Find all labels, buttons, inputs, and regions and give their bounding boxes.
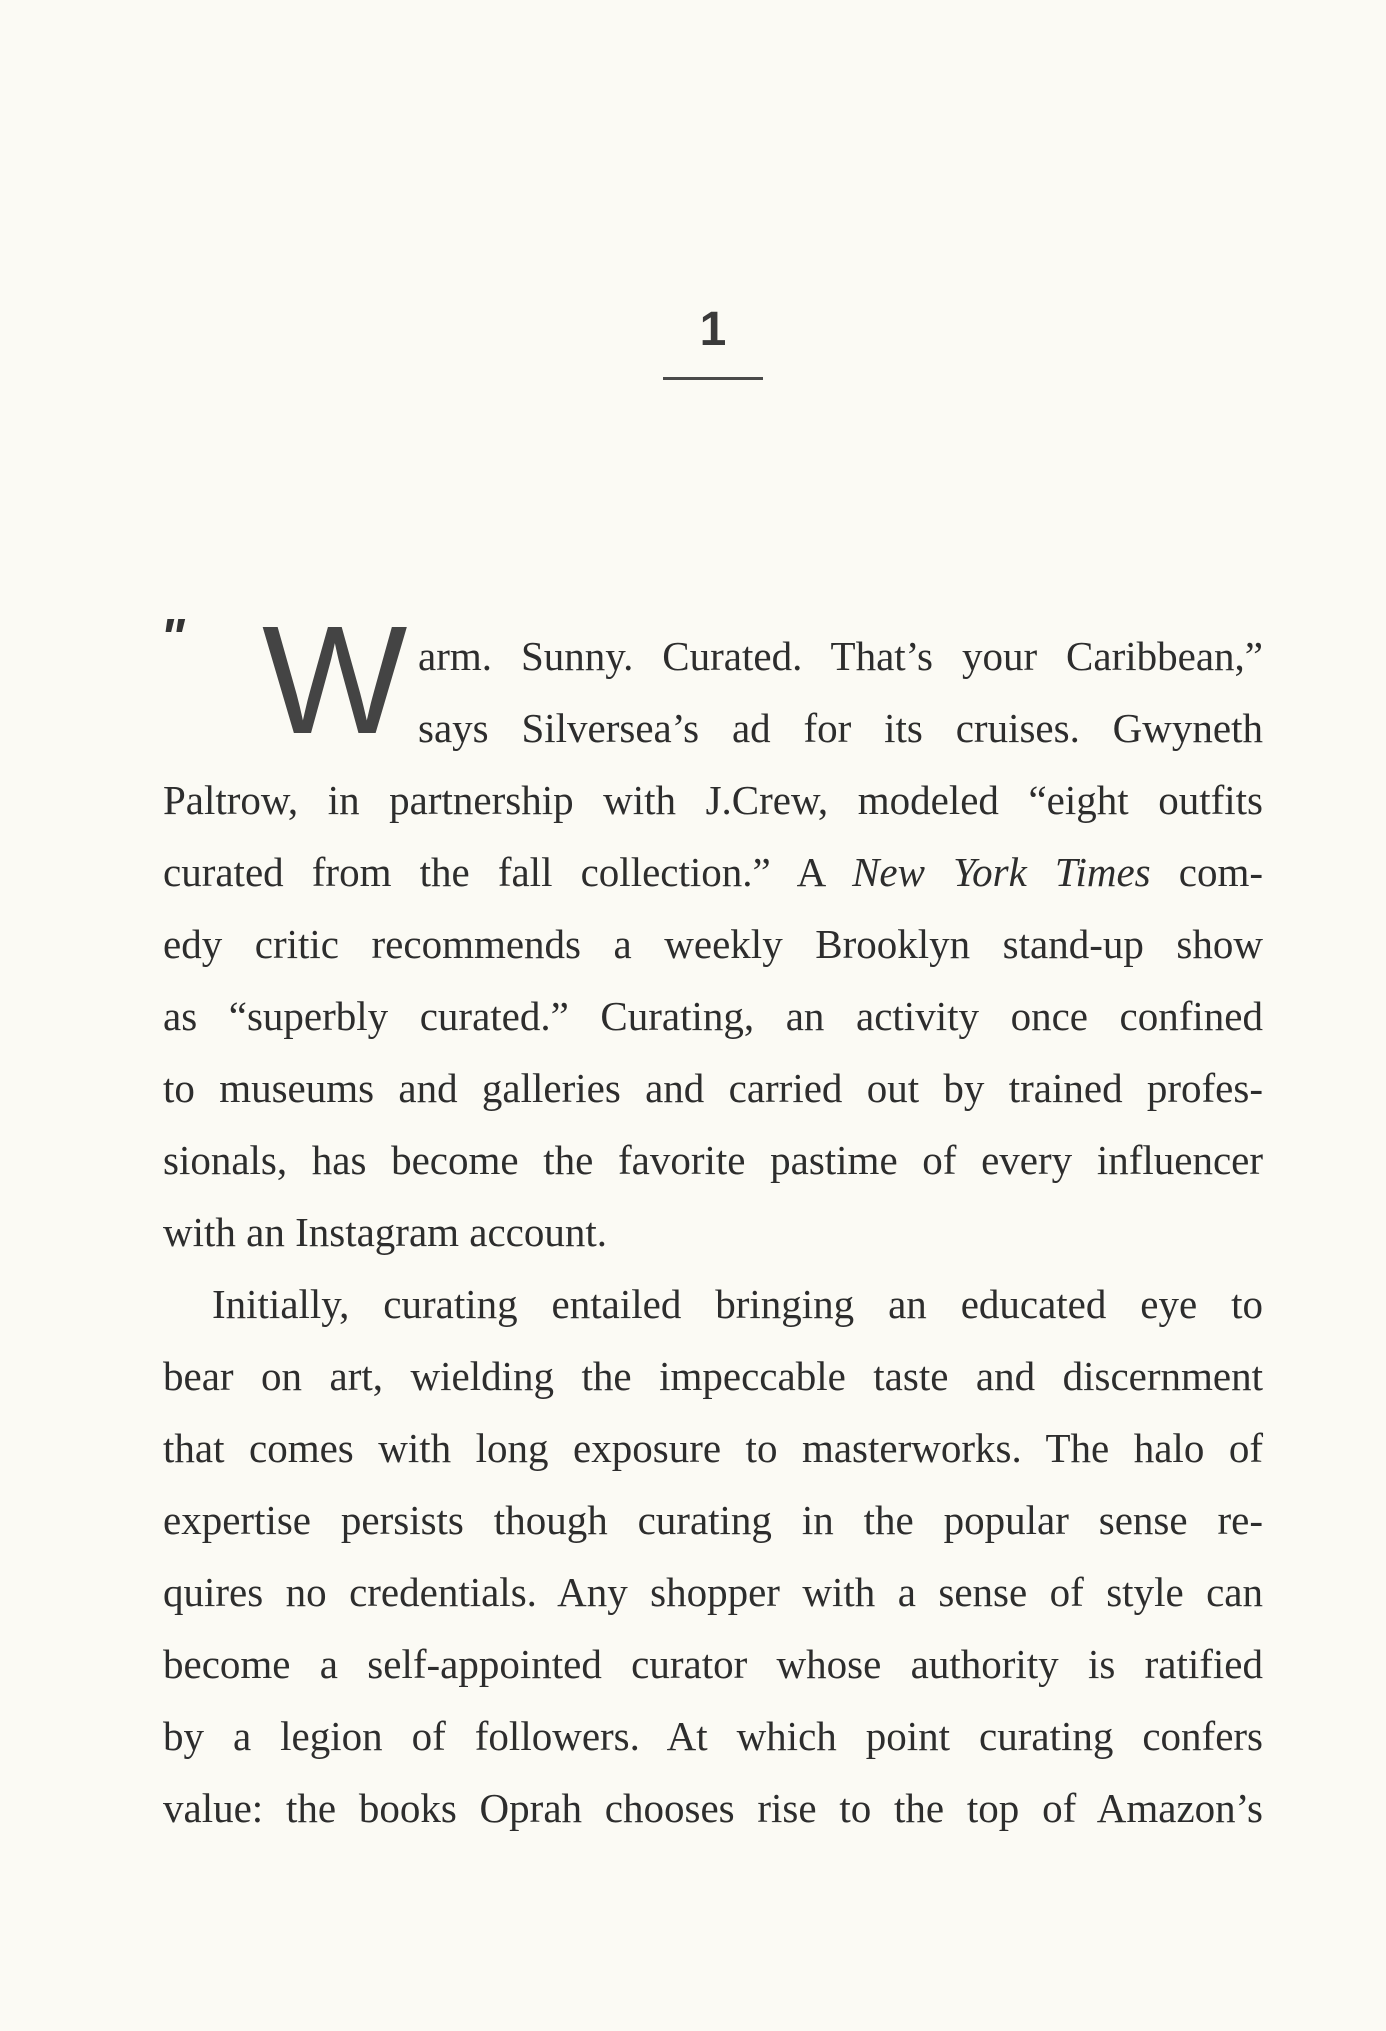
text-line: sionals, has become the favorite pastime of every influencer <box>163 1137 1263 1183</box>
opening-quote-mark: " <box>160 609 185 667</box>
text-segment: com- <box>1150 849 1264 895</box>
text-line: by a legion of followers. At which point curating confers <box>163 1713 1263 1759</box>
text-line: edy critic recommends a weekly Brooklyn stand-up show <box>163 921 1263 967</box>
text-line: expertise persists though curating in the popular sense re- <box>163 1497 1263 1543</box>
text-line: become a self-appointed curator whose authority is ratified <box>163 1641 1263 1687</box>
chapter-rule <box>663 377 763 380</box>
text-line: Initially, curating entailed bringing an educated eye to <box>212 1281 1263 1327</box>
text-line: value: the books Oprah chooses rise to the top of Amazon’s <box>163 1785 1263 1831</box>
text-segment: curated from the fall collection.” A <box>163 849 853 895</box>
text-line: with an Instagram account. <box>163 1209 608 1255</box>
drop-cap: W <box>262 594 404 766</box>
text-line: arm. Sunny. Curated. That’s your Caribbean,” <box>418 633 1263 679</box>
text-line: quires no credentials. Any shopper with a sense of style can <box>163 1569 1263 1615</box>
text-line: as “superbly curated.” Curating, an activity once confined <box>163 993 1263 1039</box>
text-line <box>163 848 1263 896</box>
publication-title: New York Times <box>852 849 1151 895</box>
text-line: Paltrow, in partnership with J.Crew, modeled “eight outfits <box>163 777 1263 823</box>
text-line: that comes with long exposure to masterworks. The halo of <box>163 1425 1263 1471</box>
text-line: says Silversea’s ad for its cruises. Gwyneth <box>418 705 1263 751</box>
chapter-number: 1 <box>699 303 727 356</box>
text-line: bear on art, wielding the impeccable taste and discernment <box>163 1353 1263 1399</box>
text-line: to museums and galleries and carried out by trained profes- <box>163 1065 1263 1111</box>
